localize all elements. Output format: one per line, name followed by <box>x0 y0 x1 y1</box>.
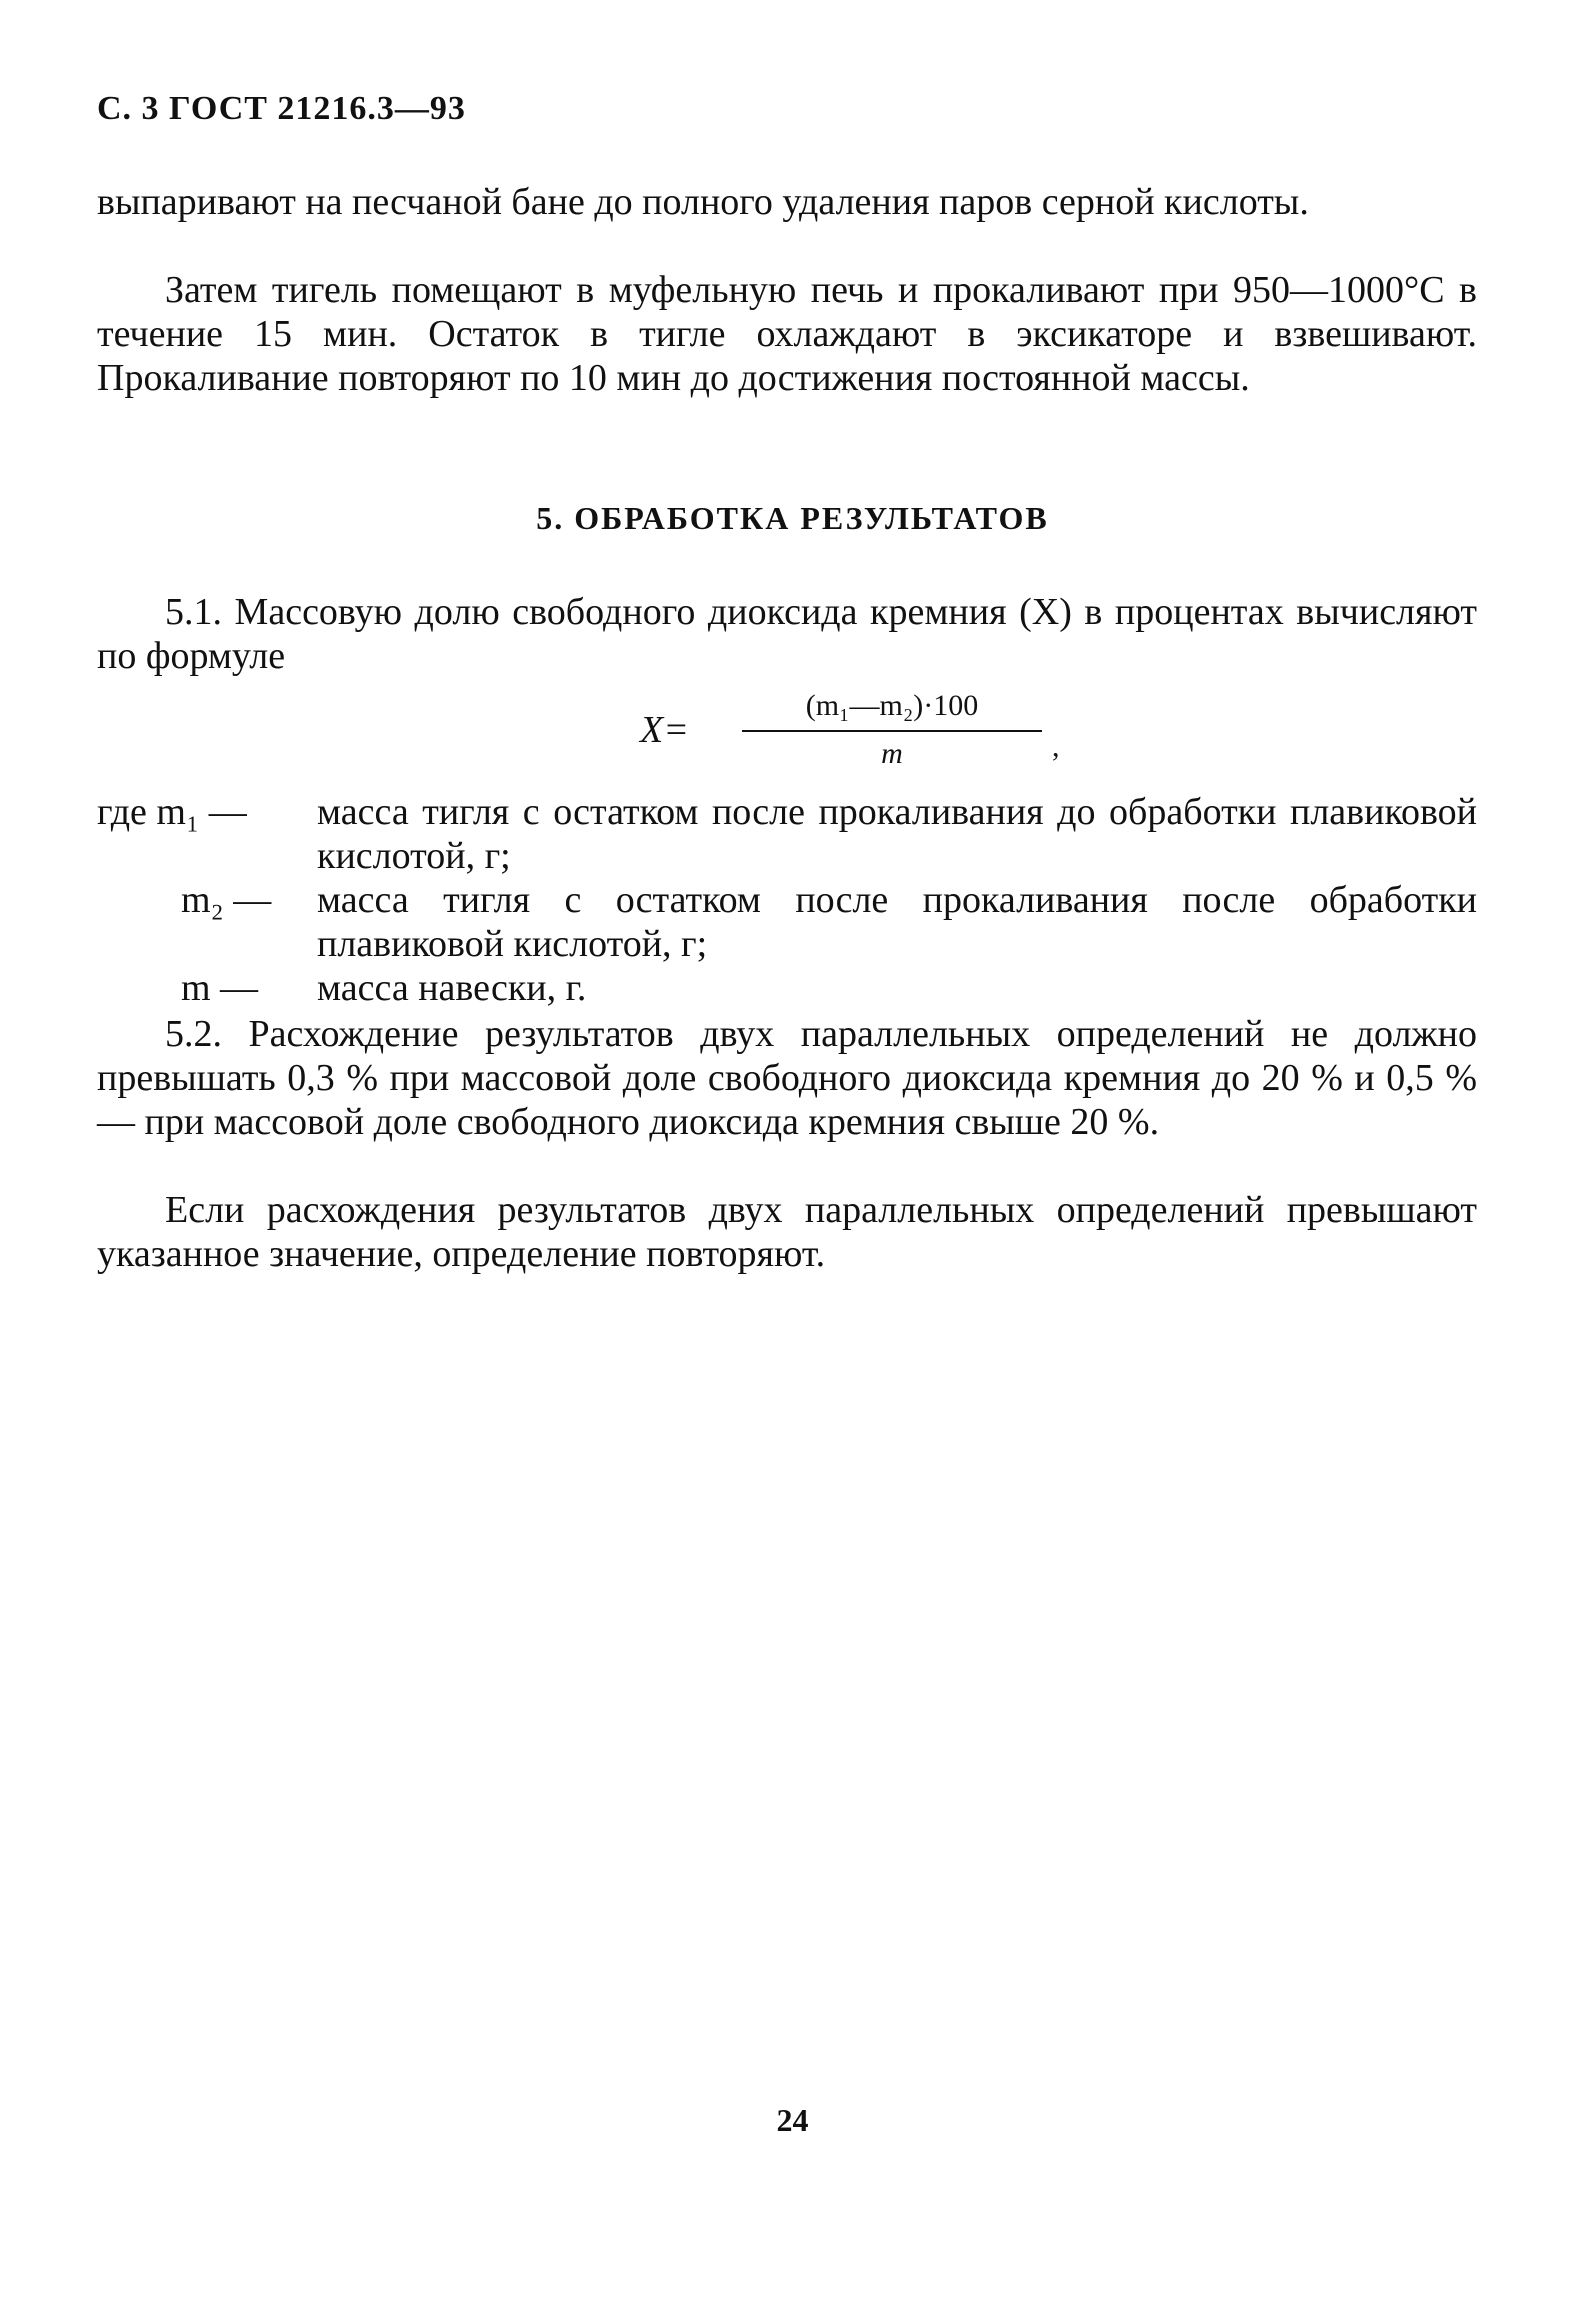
paragraph-5-2 <box>97 1012 1477 1144</box>
paragraph-text: 5.2. Расхождение результатов двух параллельных определений не должно превышать 0,3 % при массовой доле свободного диоксида кремния до 20 % и 0,5 % — при массовой доле свободного диоксида кремния свыше 20 %. <box>97 1013 1477 1143</box>
definition-text: масса тигля с остатком после прокаливания после обработки плавиковой кислотой, г; <box>317 879 1477 965</box>
definition-m <box>97 966 1477 1010</box>
paragraph-text: выпаривают на песчаной бане до полного удаления паров серной кислоты. <box>97 181 1309 223</box>
formula-comma: , <box>1052 730 1060 763</box>
paragraph-text: Затем тигель помещают в муфельную печь и прокаливают при 950—1000°С в течение 15 мин. Остаток в тигле охлаждают в эксикаторе и взвешивают. Прокаливание повторяют по 10 мин до достижения постоянной массы. <box>97 269 1477 399</box>
running-head: С. 3 ГОСТ 21216.3—93 <box>97 90 466 127</box>
paragraph-zatem <box>97 268 1477 400</box>
variable-definitions <box>97 790 1477 1010</box>
formula-lhs: X= <box>640 709 689 751</box>
definition-symbol: где m₁ — <box>97 791 247 833</box>
formula-fraction <box>742 686 1042 772</box>
definition-m2 <box>97 878 1477 966</box>
page-number: 24 <box>776 2102 809 2138</box>
definition-m1 <box>97 790 1477 878</box>
paragraph-text: Если расхождения результатов двух параллельных определений превышают указанное значение, определение повторяют. <box>97 1189 1477 1275</box>
paragraph-continuation <box>97 180 1477 224</box>
paragraph-esli <box>97 1188 1477 1276</box>
formula <box>640 686 1060 782</box>
definition-text: масса навески, г. <box>317 967 587 1009</box>
fraction-bar <box>742 730 1042 732</box>
formula-denominator: m <box>881 737 903 770</box>
paragraph-5-1 <box>97 590 1477 678</box>
formula-numerator: (m₁—m₂)·100 <box>805 689 979 722</box>
definition-symbol: m — <box>181 967 259 1009</box>
definition-symbol: m₂ — <box>181 879 272 921</box>
definition-text: масса тигля с остатком после прокаливания до обработки плавиковой кислотой, г; <box>317 791 1477 877</box>
paragraph-text: 5.1. Массовую долю свободного диоксида кремния (X) в процентах вычисляют по формуле <box>97 591 1477 677</box>
section-title: 5. ОБРАБОТКА РЕЗУЛЬТАТОВ <box>536 500 1049 536</box>
